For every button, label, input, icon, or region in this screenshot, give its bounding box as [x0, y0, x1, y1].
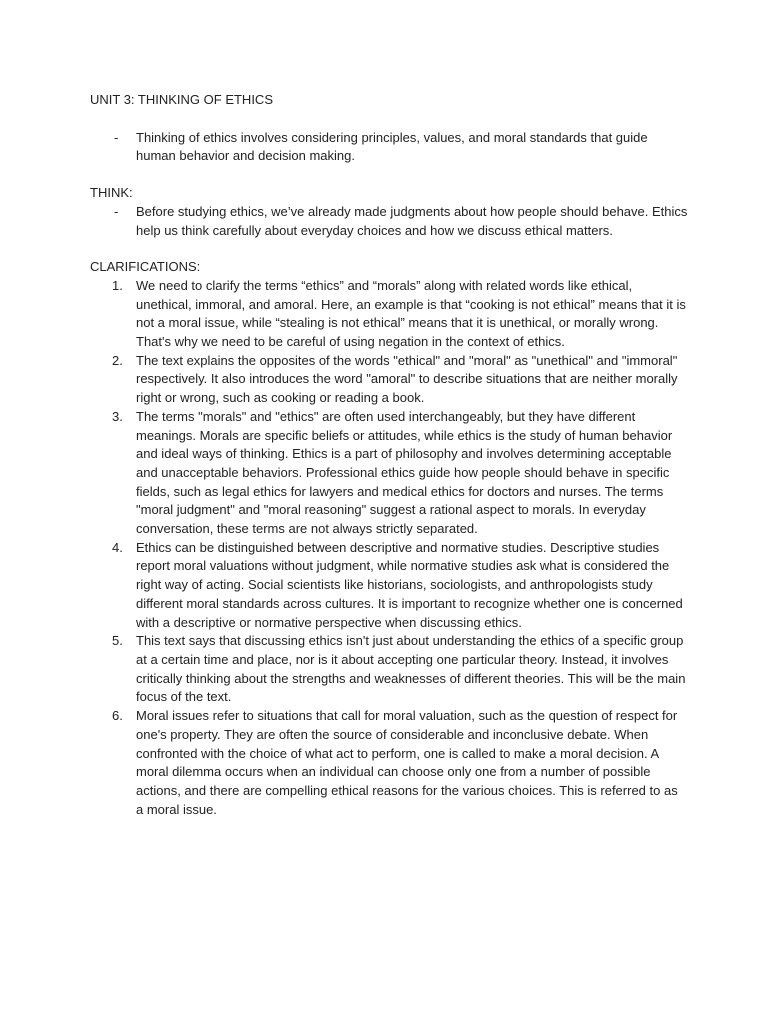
spacer [90, 240, 688, 258]
list-number: 5. [112, 633, 123, 649]
document-page [90, 91, 688, 819]
dash-bullet-icon: - [114, 203, 119, 219]
think-bullet [90, 203, 688, 240]
list-number: 4. [112, 539, 123, 555]
list-item-text: Moral issues refer to situations that call for moral valuation, such as the question of respect for one's property. They are often the source of considerable and inconclusive debate. When confronted with the choice of what act to perform, one is called to make a moral decision. A moral dilemma occurs when an individual can choose only one from a number of possible actions, and there are compelling ethical reasons for the various choices. This is referred to as a moral issue. [136, 708, 678, 817]
list-item-text: Ethics can be distinguished between descriptive and normative studies. Descriptive studies report moral valuations without judgment, while normative studies ask what is considered the right way of acting. Social scientists like historians, sociologists, and anthropologists study different moral standards across cultures. It is important to recognize whether one is concerned with a descriptive or normative perspective when discussing ethics. [136, 539, 683, 630]
list-item [90, 539, 688, 633]
think-heading: THINK: [90, 185, 133, 201]
list-number: 1. [112, 277, 123, 293]
list-item-text: The terms "morals" and "ethics" are often used interchangeably, but they have different meanings. Morals are specific beliefs or attitudes, while ethics is the study of human behavior and ideal ways of thinking. Ethics is a part of philosophy and involves determining acceptable and unacceptable behaviors. Professional ethics guide how people should behave in specific fields, such as legal ethics for lawyers and medical ethics for doctors and nurses. The terms "moral judgment" and "moral reasoning" suggest a rational aspect to morals. In everyday conversation, these terms are not always strictly separated. [136, 408, 673, 537]
intro-bullet-text: Thinking of ethics involves considering principles, values, and moral standards that guide human behavior and decision making. [136, 129, 648, 164]
list-number: 3. [112, 408, 123, 424]
clarifications-list [90, 277, 688, 819]
list-number: 2. [112, 352, 123, 368]
page-title: UNIT 3: THINKING OF ETHICS [90, 92, 273, 107]
spacer [90, 166, 688, 184]
dash-bullet-icon: - [114, 129, 119, 145]
list-item [90, 632, 688, 707]
list-item [90, 352, 688, 408]
list-number: 6. [112, 708, 123, 724]
list-item [90, 277, 688, 352]
clarifications-heading: CLARIFICATIONS: [90, 259, 201, 275]
list-item [90, 707, 688, 819]
list-item-text: We need to clarify the terms “ethics” and “morals” along with related words like ethical, unethical, immoral, and amoral. Here, an example is that “cooking is not ethical” means that it is not a moral issue, while “stealing is not ethical” means that it is unethical, or morally wrong. That's why we need to be careful of using negation in the context of ethics. [136, 277, 686, 350]
list-item-text: This text says that discussing ethics isn't just about understanding the ethics of a specific group at a certain time and place, nor is it about accepting one particular theory. Instead, it involves critically thinking about the strengths and weaknesses of different theories. This will be the main focus of the text. [136, 633, 686, 705]
list-item [90, 408, 688, 539]
think-bullet-list [90, 203, 688, 240]
list-item-text: The text explains the opposites of the words "ethical" and "moral" as "unethical" and "immoral" respectively. It also introduces the word "amoral" to describe situations that are neither morally right or wrong, such as cooking or reading a book. [136, 352, 678, 406]
intro-bullet [90, 129, 688, 166]
think-bullet-text: Before studying ethics, we’ve already made judgments about how people should behave. Ethics help us think carefully about everyday choices and how we discuss ethical matters. [136, 203, 688, 238]
intro-bullet-list [90, 129, 688, 166]
